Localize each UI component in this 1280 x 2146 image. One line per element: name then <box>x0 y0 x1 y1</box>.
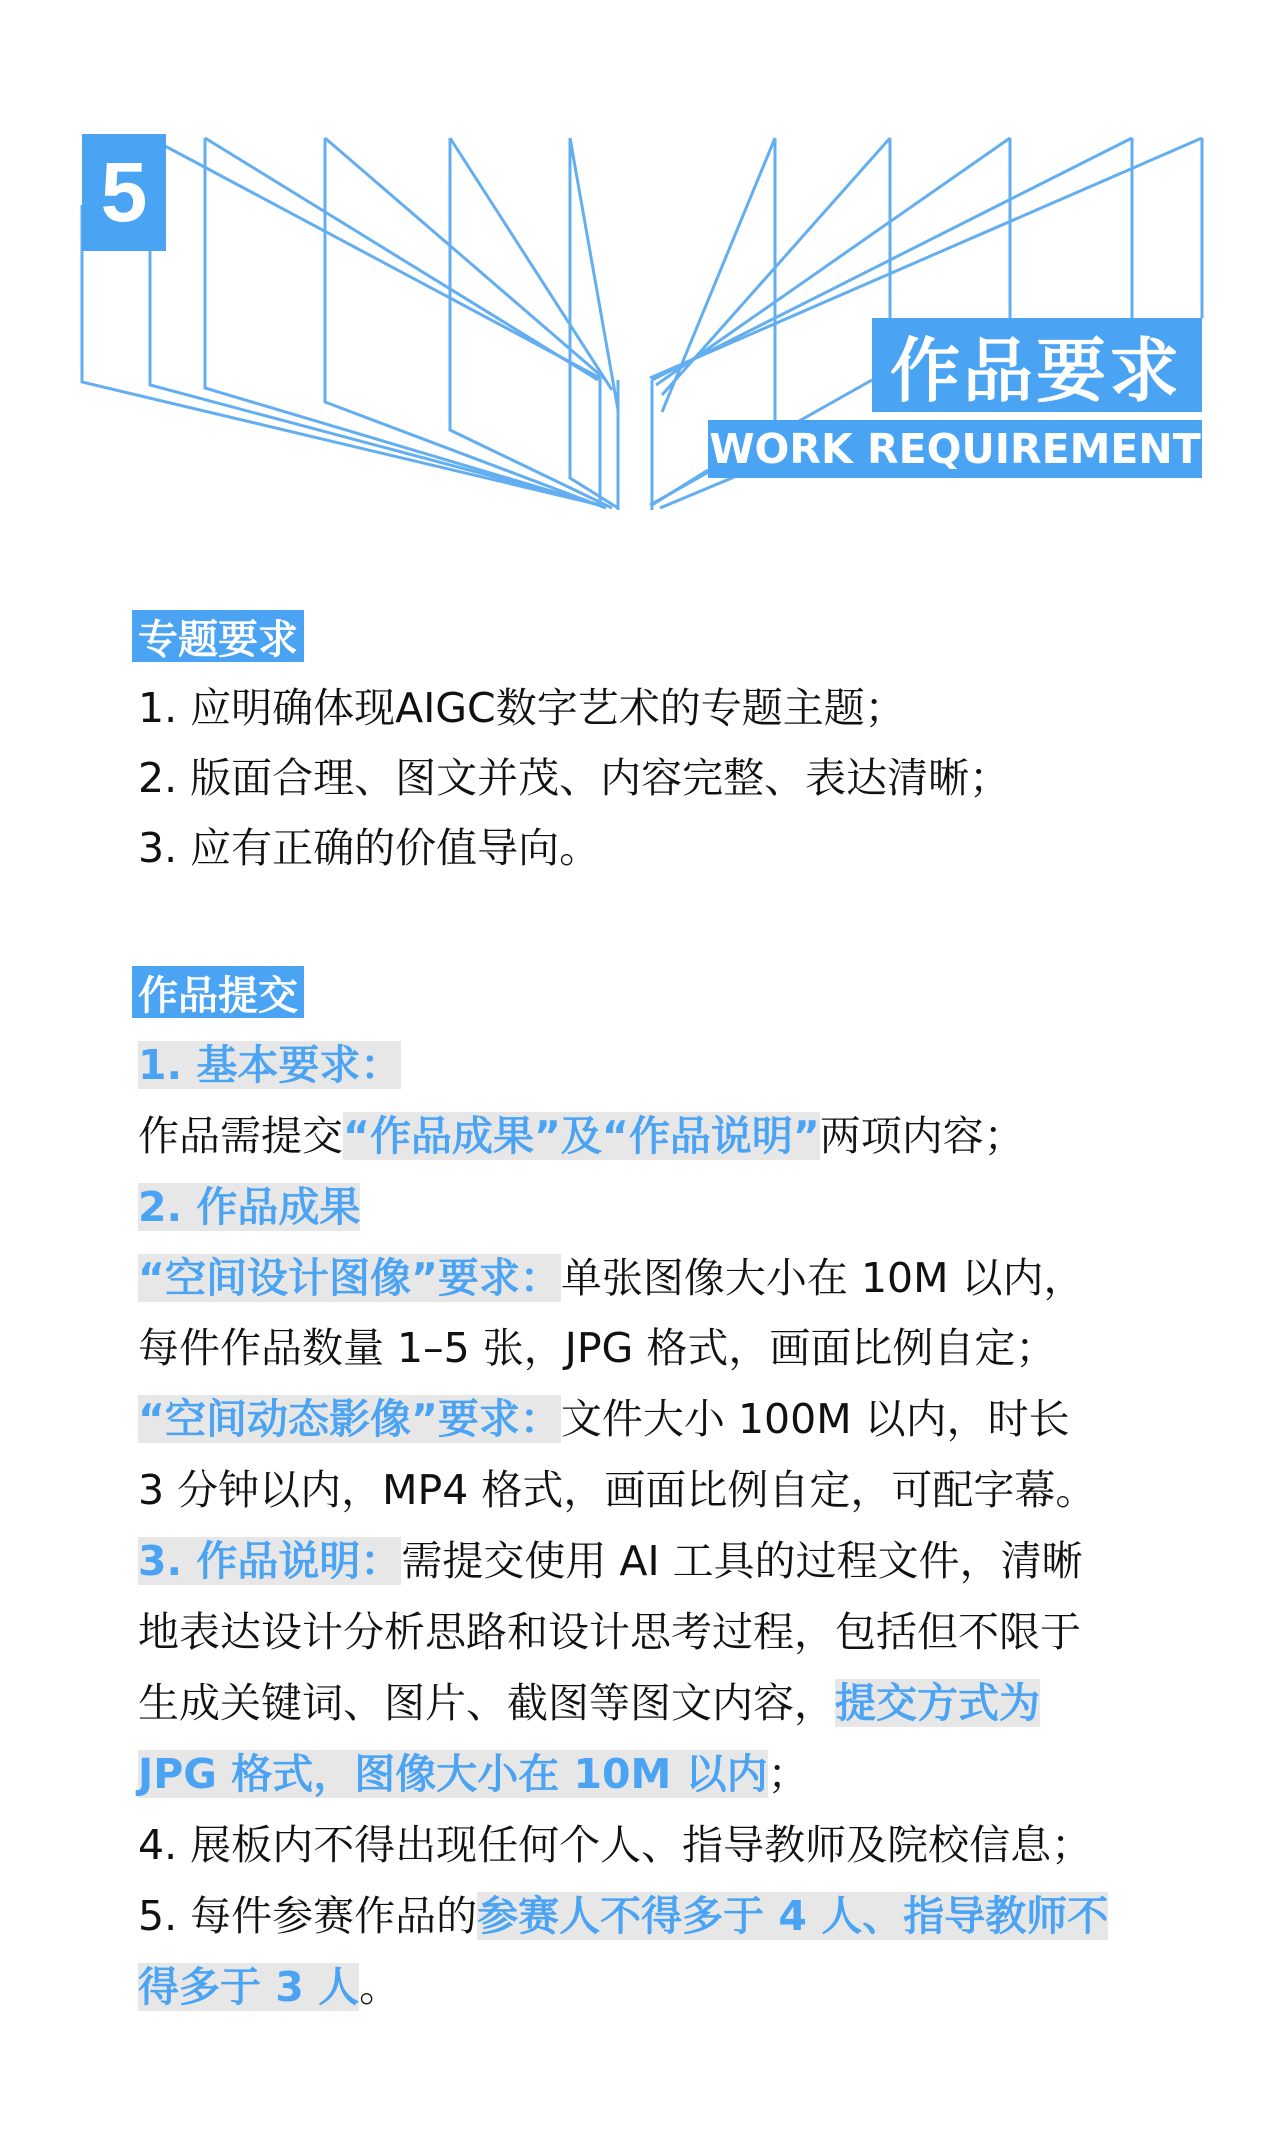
text-span: 生成关键词、图片、截图等图文内容， <box>138 1679 835 1727</box>
text-span: 需提交使用 AI 工具的过程文件，清晰 <box>401 1537 1083 1585</box>
text-span: 单张图像大小在 10M 以内， <box>560 1254 1085 1302</box>
highlight-text: 参赛人不得多于 4 人、指导教师不 <box>477 1892 1109 1940</box>
text-span: 作品需提交 <box>138 1112 343 1160</box>
result-title <box>138 1177 360 1237</box>
image-requirement-line-2: 每件作品数量 1–5 张，JPG 格式，画面比例自定； <box>138 1324 1057 1372</box>
list-item: 3. 应有正确的价值导向。 <box>138 824 601 872</box>
highlight-text: JPG 格式，图像大小在 10M 以内 <box>138 1750 768 1798</box>
section-title-cn: 作品要求 <box>872 318 1202 412</box>
text-span: ； <box>767 1750 809 1798</box>
description-line-3 <box>138 1673 1040 1733</box>
text-span: 文件大小 100M 以内，时长 <box>560 1395 1070 1443</box>
result-heading: 2. 作品成果 <box>138 1183 361 1231</box>
text-span: 5. 每件参赛作品的 <box>138 1892 478 1940</box>
description-heading: 3. 作品说明： <box>138 1537 402 1585</box>
section-number-badge: 5 <box>82 134 166 251</box>
highlight-text: 提交方式为 <box>835 1679 1040 1727</box>
description-line-4 <box>138 1744 809 1804</box>
highlight-text: 得多于 3 人 <box>138 1963 360 2011</box>
basic-requirement-heading: 1. 基本要求： <box>138 1041 402 1089</box>
section-title-en: WORK REQUIREMENT <box>708 420 1202 478</box>
video-requirement-line-2: 3 分钟以内，MP4 格式，画面比例自定，可配字幕。 <box>138 1466 1097 1514</box>
image-requirement-line-1 <box>138 1248 1085 1308</box>
basic-requirement-text <box>138 1106 1025 1166</box>
text-span: 两项内容； <box>819 1112 1025 1160</box>
list-item: 4. 展板内不得出现任何个人、指导教师及院校信息； <box>138 1821 1093 1869</box>
highlight-text: “作品成果”及“作品说明” <box>343 1112 820 1160</box>
description-line-2: 地表达设计分析思路和设计思考过程，包括但不限于 <box>138 1608 1081 1656</box>
section-label-submission: 作品提交 <box>132 966 304 1018</box>
list-item: 1. 应明确体现AIGC数字艺术的专题主题； <box>138 684 906 732</box>
list-item: 2. 版面合理、图文并茂、内容完整、表达清晰； <box>138 754 1011 802</box>
description-line-1 <box>138 1531 1083 1591</box>
section-label-theme: 专题要求 <box>132 610 304 662</box>
video-requirement-line-1 <box>138 1389 1070 1449</box>
video-req-label: “空间动态影像”要求： <box>138 1395 561 1443</box>
participants-line-1 <box>138 1886 1108 1946</box>
participants-line-2 <box>138 1957 400 2017</box>
basic-requirement-title <box>138 1035 401 1095</box>
image-req-label: “空间设计图像”要求： <box>138 1254 561 1302</box>
text-span: 。 <box>359 1963 401 2011</box>
